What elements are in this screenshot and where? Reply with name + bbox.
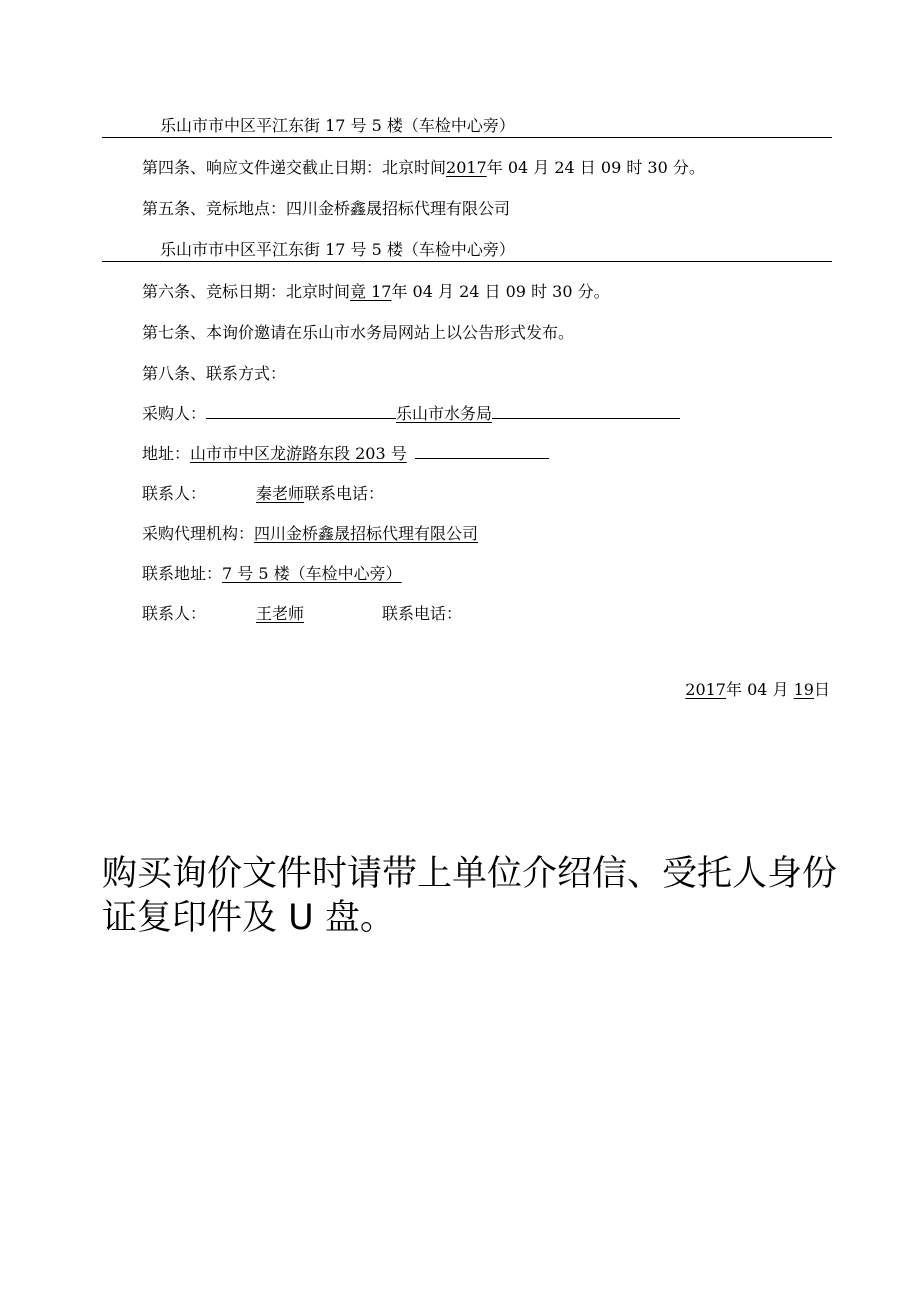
contact-person-label-2: 联系人： xyxy=(142,604,207,623)
document-date xyxy=(685,680,830,700)
article-4-suffix: 年 04 月 24 日 09 时 30 分。 xyxy=(486,158,705,177)
article-4-year: 2017 xyxy=(446,158,487,177)
address-line-2: 乐山市市中区平江东街 17 号 5 楼（车检中心旁） xyxy=(160,240,515,259)
date-month-unit: 月 xyxy=(767,680,794,699)
purchaser-blank-left xyxy=(206,404,396,419)
date-day: 19 xyxy=(793,680,814,699)
address-line-1: 乐山市市中区平江东街 17 号 5 楼（车检中心旁） xyxy=(160,116,515,135)
agency-label: 采购代理机构： xyxy=(142,524,255,543)
date-day-unit: 日 xyxy=(813,680,830,699)
contact-person-row-1 xyxy=(142,484,384,504)
agency-row xyxy=(142,524,478,544)
article-4 xyxy=(142,158,705,178)
article-6 xyxy=(142,282,610,302)
notice-line-2: 证复印件及 U 盘。 xyxy=(102,898,395,938)
contact-person-row-2 xyxy=(142,604,462,624)
address-label: 地址： xyxy=(142,444,191,463)
address-blank xyxy=(415,444,549,459)
article-7: 第七条、本询价邀请在乐山市水务局网站上以公告形式发布。 xyxy=(142,323,575,342)
divider-1 xyxy=(102,137,832,138)
notice-line-1: 购买询价文件时请带上单位介绍信、受托人身份 xyxy=(102,854,838,894)
address-row xyxy=(142,444,549,464)
contact-address-row xyxy=(142,564,402,584)
article-6-suffix: 年 04 月 24 日 09 时 30 分。 xyxy=(391,282,610,301)
contact-address-label: 联系地址： xyxy=(142,564,223,583)
article-8: 第八条、联系方式： xyxy=(142,364,287,383)
purchaser-label: 采购人： xyxy=(142,404,207,423)
article-5: 第五条、竞标地点：四川金桥鑫晟招标代理有限公司 xyxy=(142,199,511,218)
divider-2 xyxy=(102,261,832,262)
purchaser-value: 乐山市水务局 xyxy=(396,404,493,423)
date-year-unit: 年 xyxy=(725,680,748,699)
contact-phone-label-1: 联系电话： xyxy=(304,484,385,503)
contact-person-2-name: 王老师 xyxy=(256,604,305,623)
agency-value: 四川金桥鑫晟招标代理有限公司 xyxy=(254,524,479,543)
contact-person-label-1: 联系人： xyxy=(142,484,207,503)
date-year: 2017 xyxy=(685,680,726,699)
article-6-year: 竟 17 xyxy=(350,282,392,301)
article-6-prefix: 第六条、竞标日期：北京时间 xyxy=(142,282,351,301)
purchaser-row xyxy=(142,404,680,424)
article-4-prefix: 第四条、响应文件递交截止日期：北京时间 xyxy=(142,158,447,177)
address-value: 山市市中区龙游路东段 203 号 xyxy=(190,444,407,463)
contact-person-1-name: 秦老师 xyxy=(256,484,305,503)
contact-phone-label-2: 联系电话： xyxy=(382,604,463,623)
date-month: 04 xyxy=(747,680,768,699)
purchaser-blank-right xyxy=(492,404,680,419)
contact-address-value: 7 号 5 楼（车检中心旁） xyxy=(222,564,402,583)
